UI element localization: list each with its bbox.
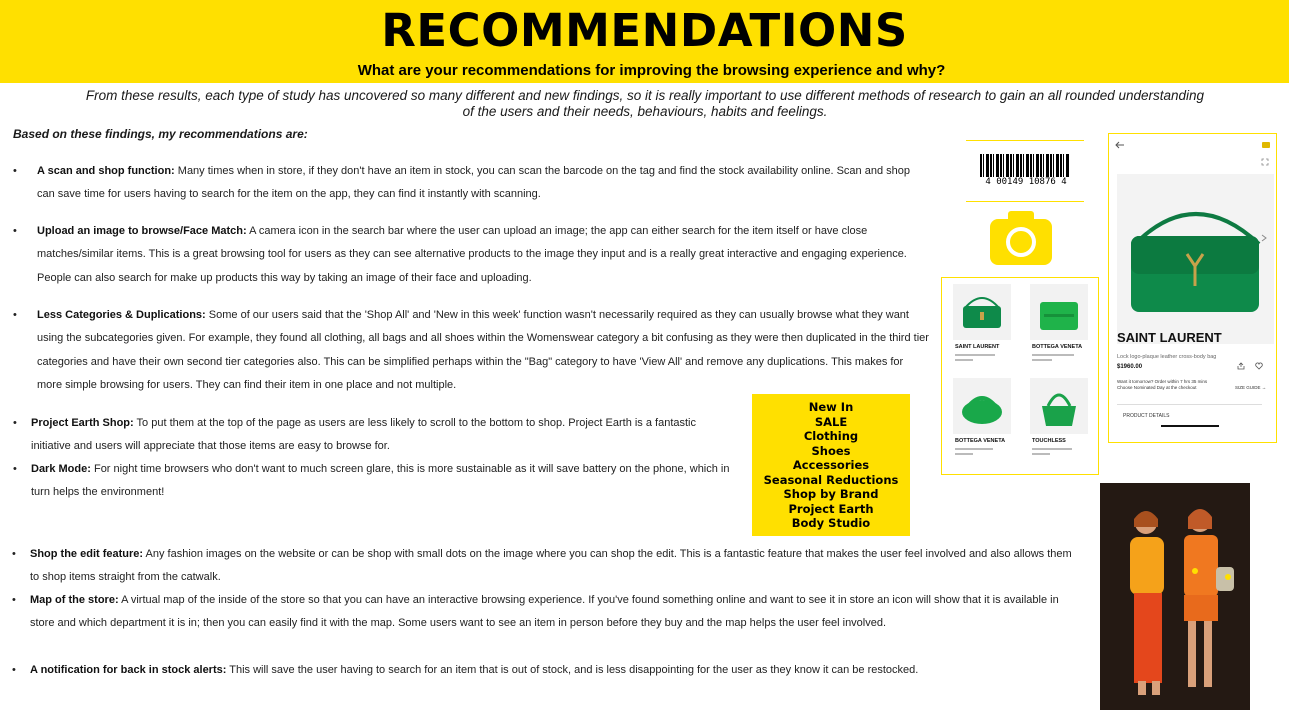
menu-item-new-in: New In xyxy=(808,400,854,414)
recommendation-text: A camera icon in the search bar where the user can upload an image; the app can either search for the item itself or have close matches/similar items. This is a great browsing tool for users as they can see alternative products to the image they input and is a really great interactive and engaging experience. People can also search for make up products this way by taking an image of their face and uploading. xyxy=(37,225,907,284)
recommendation-text: To put them at the top of the page as users are less likely to scroll to the bottom to shop. Project Earth is a fantastic initiative and users will appreciate that those items are easy to browse for. xyxy=(31,417,697,453)
recommendation-title: A scan and shop function: xyxy=(37,165,175,177)
share-icon xyxy=(1237,362,1245,370)
bullet: • xyxy=(13,309,17,321)
menu-item-seasonal-reductions: Seasonal Reductions xyxy=(763,472,899,487)
recommendation-title: Project Earth Shop: xyxy=(31,417,134,429)
menu-item-shop-by-brand: Shop by Brand xyxy=(783,487,879,501)
recommendation-upload-image xyxy=(13,220,927,290)
product-brand: BOTTEGA VENETA xyxy=(955,438,1006,444)
recommendation-text: For night time browsers who don't want to much screen glare, this is more sustainable as it will save battery on the phone, which in turn helps the environment! xyxy=(31,463,730,499)
menu-item-project-earth: Project Earth xyxy=(788,501,874,516)
intro-line-2: of the users and their needs, behaviours, habits and feelings. xyxy=(462,104,828,119)
product-brand: SAINT LAURENT xyxy=(955,344,1000,350)
product-tile xyxy=(1030,378,1088,466)
product-tile xyxy=(1030,284,1088,372)
recommendation-title: Upload an image to browse/Face Match: xyxy=(37,225,247,237)
details-underline xyxy=(1161,425,1219,427)
recommendation-text: Many times when in store, if they don't have an item in stock, you can scan the barcode on the tag and find the stock availability online. Scan and shop can save time for users having to search for the item on the app, they can find it instantly with scanning. xyxy=(37,165,910,201)
menu-item-clothing: Clothing xyxy=(803,429,859,443)
recommendation-title: A notification for back in stock alerts: xyxy=(30,664,227,676)
delivery-note: Want it tomorrow? Order within 7 hrs 35 mins xyxy=(1117,379,1208,384)
recommendation-text: Some of our users said that the 'Shop All' and 'New in this week' function wasn't necessarily required as they can usually browse what they want using the subcategories given. For example, they found all clothing, all bags and all shoes within the Womenswear category a bit confusing as they were then duplicated in the third tier categories and have their own second tier categories also. This can be simplified perhaps within the "Bag" category to have 'View All' and remove any duplications. This makes for more simple browsing for users. They can find their item in one place and not multiple. xyxy=(37,309,929,391)
menu-item-accessories: Accessories xyxy=(792,458,870,472)
green-bag-image xyxy=(1030,284,1088,340)
recommendation-title: Map of the store: xyxy=(30,594,119,606)
product-brand: TOUCHLESS xyxy=(1032,438,1066,444)
menu-item-body-studio: Body Studio xyxy=(791,516,871,530)
header-banner xyxy=(0,0,1289,83)
expand-icon xyxy=(1261,158,1269,166)
product-brand: BOTTEGA VENETA xyxy=(1032,344,1083,350)
recommendation-title: Shop the edit feature: xyxy=(30,548,144,560)
recommendation-text: This will save the user having to search for an item that is out of stock, and is less disappointing for the user as they know it can be restocked. xyxy=(229,664,919,676)
page-subtitle: What are your recommendations for improving the browsing experience and why? xyxy=(357,62,946,79)
product-info-line xyxy=(955,354,995,356)
product-tile xyxy=(953,378,1011,466)
category-menu xyxy=(752,394,910,536)
recommendation-text: Any fashion images on the website or can be shop with small dots on the image where you can shop the edit. This is a fantastic feature that makes the user feel involved and also allows them to shop items straight from the catwalk. xyxy=(30,548,1072,584)
recommendation-title: Less Categories & Duplications: xyxy=(37,309,206,321)
recommendation-dark-mode xyxy=(13,458,731,505)
chevron-right-icon xyxy=(1260,234,1268,242)
product-info-line xyxy=(955,448,993,450)
recommendation-project-earth xyxy=(13,412,731,459)
product-tile xyxy=(953,284,1011,372)
product-info-line xyxy=(1032,448,1072,450)
green-bag-image xyxy=(953,378,1011,434)
fashion-models-photo xyxy=(1100,483,1250,710)
product-info-line xyxy=(955,453,973,455)
bullet: • xyxy=(13,417,17,429)
menu-item-sale: SALE xyxy=(814,414,848,429)
delivery-note-2: Choose Nominated Day at the checkout xyxy=(1117,385,1197,390)
green-bag-image xyxy=(1030,378,1088,434)
recommendation-scan-and-shop xyxy=(13,160,927,207)
bullet: • xyxy=(12,594,16,606)
recommendation-text: A virtual map of the inside of the store so that you can have an interactive browsing experience. If you've found something online and want to see it in store an icon will show that it is available in store and which department it is in; then you can easily find it with the map. Some users want to see an item in person before they buy and the map helps the user feel involved. xyxy=(30,594,1059,630)
menu-item-shoes: Shoes xyxy=(811,443,851,458)
product-brand: SAINT LAURENT xyxy=(1117,330,1222,345)
heart-icon xyxy=(1255,362,1263,370)
product-price: $1960.00 xyxy=(1117,364,1143,370)
page-title: RECOMMENDATIONS xyxy=(381,4,908,57)
bullet: • xyxy=(13,165,17,177)
product-info-line xyxy=(1032,359,1052,361)
recommendation-shop-the-edit xyxy=(12,543,1075,590)
intro-paragraph xyxy=(20,88,1270,120)
recommendation-less-categories xyxy=(13,304,929,397)
bullet: • xyxy=(12,548,16,560)
camera-icon xyxy=(990,211,1052,265)
bullet: • xyxy=(13,225,17,237)
product-info-line xyxy=(1032,453,1050,455)
size-guide-link: SIZE GUIDE → xyxy=(1235,385,1267,390)
product-details-label: PRODUCT DETAILS xyxy=(1123,413,1170,419)
recommendation-stock-alerts xyxy=(12,659,1090,682)
product-grid-screenshot xyxy=(941,277,1099,475)
barcode-number: 4 00149 10876 4 xyxy=(974,177,1078,187)
product-description: Lock logo-plaque leather cross-body bag xyxy=(1117,354,1217,360)
intro-line-1: From these results, each type of study has uncovered so many different and new findings, so it is really important to use different methods of research to gain an all rounded understanding xyxy=(85,88,1205,103)
product-info-line xyxy=(955,359,973,361)
camera-icon xyxy=(1261,139,1271,149)
bullet: • xyxy=(13,463,17,475)
bullet: • xyxy=(12,664,16,676)
saint-laurent-bag-image xyxy=(1117,174,1274,344)
product-info-line xyxy=(1032,354,1074,356)
recommendation-title: Dark Mode: xyxy=(31,463,91,475)
product-details-row xyxy=(1117,404,1262,430)
lead-text: Based on these findings, my recommendations are: xyxy=(13,127,308,141)
green-bag-image xyxy=(953,284,1011,340)
barcode-image xyxy=(966,140,1084,202)
back-arrow-icon xyxy=(1115,140,1125,150)
product-page-screenshot xyxy=(1108,133,1277,443)
recommendation-store-map xyxy=(12,589,1078,636)
